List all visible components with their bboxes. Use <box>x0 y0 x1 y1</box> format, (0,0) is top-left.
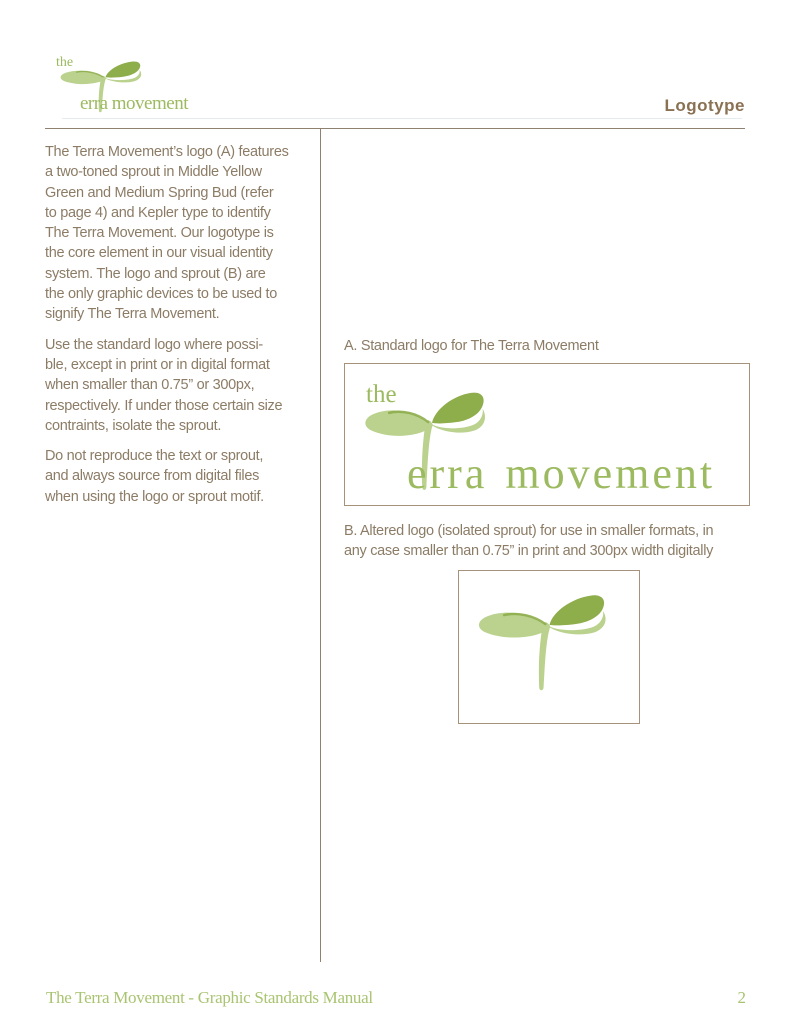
usage-paragraph <box>45 335 307 436</box>
text-line: B. Altered logo (isolated sprout) for use in smaller formats, in <box>344 523 714 539</box>
header-logo <box>55 55 255 125</box>
text-line: to page 4) and Kepler type to identify <box>45 204 271 221</box>
sprout-right-leaf-top <box>432 393 484 424</box>
logo-wordmark: erra movement <box>80 93 188 114</box>
text-line: any case smaller than 0.75” in print and 300px width digitally <box>344 543 714 559</box>
reproduction-paragraph <box>45 446 307 507</box>
text-line: the only graphic devices to be used to <box>45 286 278 303</box>
text-line: respectively. If under those certain size <box>45 397 283 414</box>
figure-a-box <box>344 363 750 506</box>
text-line: a two-toned sprout in Middle Yellow <box>45 164 262 181</box>
sprout-icon <box>467 585 632 703</box>
header-divider <box>45 128 745 129</box>
text-line: Use the standard logo where possi- <box>45 336 263 353</box>
text-line: the core element in our visual identity <box>45 245 273 262</box>
footer-manual-title: The Terra Movement - Graphic Standards Manual <box>46 988 373 1007</box>
text-line: contraints, isolate the sprout. <box>45 417 222 434</box>
text-line: signify The Terra Movement. <box>45 306 220 323</box>
text-line: and always source from digital files <box>45 468 260 485</box>
text-line: Do not reproduce the text or sprout, <box>45 448 264 465</box>
footer-page-number: 2 <box>737 988 746 1007</box>
body-copy <box>45 142 307 517</box>
sprout-left-leaf <box>61 71 105 84</box>
logo-prefix-text: the <box>56 55 74 70</box>
sprout-left-leaf <box>479 613 548 638</box>
intro-paragraph <box>45 142 307 325</box>
figure-a-caption: A. Standard logo for The Terra Movement <box>344 338 599 354</box>
sprout-right-leaf-top <box>550 595 605 625</box>
faint-divider <box>62 118 742 119</box>
logo-prefix-text: the <box>366 381 397 408</box>
logo-wordmark: erra movement <box>407 449 716 498</box>
text-line: The Terra Movement. Our logotype is <box>45 225 274 242</box>
text-line: when smaller than 0.75” or 300px, <box>45 377 255 394</box>
sprout-left-leaf <box>365 410 430 436</box>
sprout-right-leaf-top <box>106 61 141 77</box>
text-line: ble, except in print or in digital format <box>45 356 270 373</box>
text-line: Green and Medium Spring Bud (refer <box>45 184 274 201</box>
column-divider <box>320 129 321 962</box>
text-line: The Terra Movement’s logo (A) features <box>45 144 289 160</box>
figure-b-box <box>458 570 640 724</box>
text-line: when using the logo or sprout motif. <box>45 488 264 505</box>
text-line: system. The logo and sprout (B) are <box>45 265 266 282</box>
figure-b-caption <box>344 521 764 561</box>
page-title: Logotype <box>664 96 745 115</box>
